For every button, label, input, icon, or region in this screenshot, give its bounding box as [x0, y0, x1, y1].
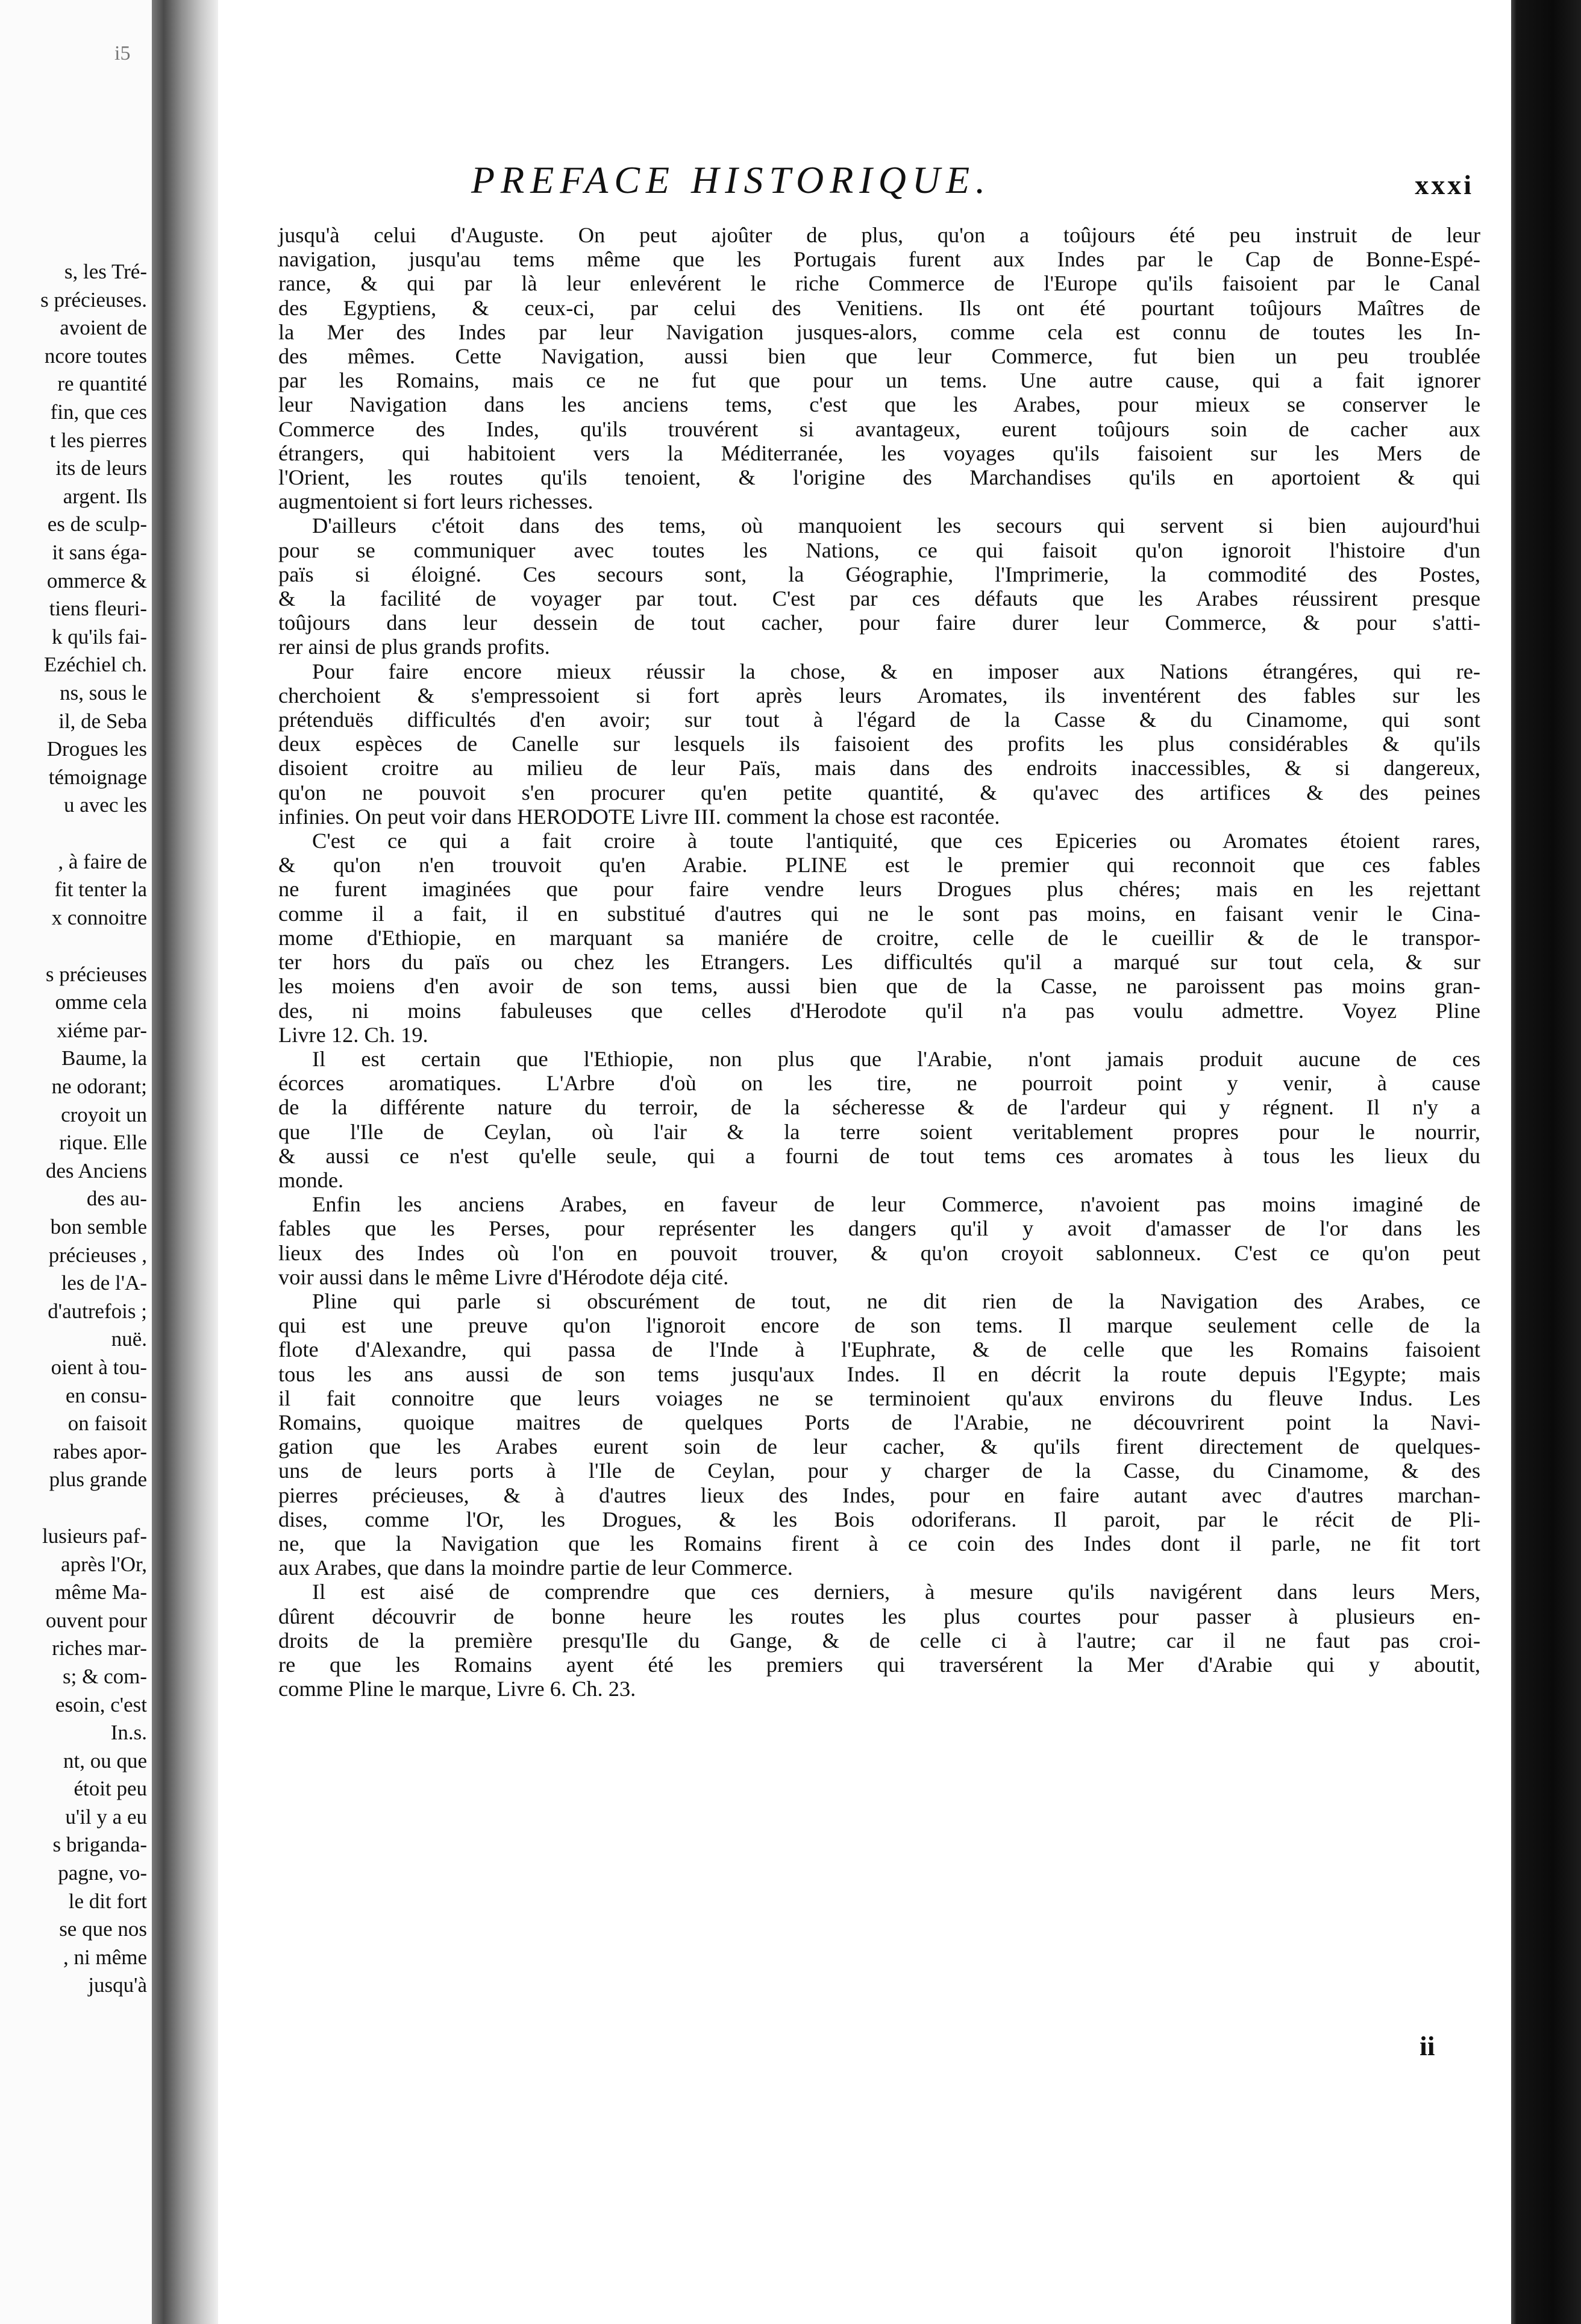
facing-page-line: tiens fleuri- [49, 597, 147, 621]
binding-gutter [152, 0, 218, 2324]
facing-page-line: d'autrefois ; [48, 1299, 147, 1323]
page-number: xxxi [1415, 169, 1474, 200]
text-line: uns de leurs ports à l'Ile de Ceylan, pour y charger de la Casse, du Cinamome, & des [278, 1459, 1480, 1483]
text-line: comme Pline le marque, Livre 6. Ch. 23. [278, 1677, 636, 1701]
text-line: D'ailleurs c'étoit dans des tems, où manquoient les secours qui servent si bien aujourd'hui [312, 513, 1480, 538]
text-line: rance, & qui par là leur enlevérent le riche Commerce de l'Europe qu'ils faisoient par le Canal [278, 271, 1480, 296]
facing-page-line: avoient de [60, 316, 147, 340]
text-line: qui est une preuve qu'on l'ignoroit encore de son tems. Il marque seulement celle de la [278, 1313, 1480, 1338]
facing-page-line: jusqu'à [88, 1973, 147, 1997]
facing-page-line: s briganda- [52, 1833, 147, 1857]
text-line: C'est ce qui a fait croire à toute l'antiquité, que ces Epiceries ou Aromates étoient rares, [312, 829, 1480, 853]
facing-page-line: nt, ou que [63, 1748, 147, 1773]
facing-page-line: plus grande [49, 1468, 147, 1492]
facing-page-line: rique. Elle [59, 1131, 147, 1155]
facing-page-line: précieuses , [48, 1243, 147, 1267]
text-line: augmentoient si fort leurs richesses. [278, 489, 593, 514]
text-line: aux Arabes, que dans la moindre partie de leur Commerce. [278, 1556, 793, 1580]
page-edge-shadow [1511, 0, 1581, 2324]
text-line: mome d'Ethiopie, en marquant sa maniére de croitre, celle de le cueillir & de le transpor- [278, 925, 1480, 950]
text-line: pour se communiquer avec toutes les Nations, ce qui faisoit qu'on ignoroit l'histoire d'un [278, 538, 1480, 562]
text-line: leur Navigation dans les anciens tems, c'est que les Arabes, pour mieux se conserver le [278, 392, 1480, 417]
text-line: ne, que la Navigation que les Romains firent à ce coin des Indes dont il parle, ne fit tort [278, 1531, 1480, 1556]
text-line: des mêmes. Cette Navigation, aussi bien que leur Commerce, fut bien un peu troublée [278, 344, 1480, 369]
facing-page-line: es de sculp- [47, 512, 147, 536]
facing-page-line: fit tenter la [54, 878, 147, 902]
text-line: dises, comme l'Or, les Drogues, & les Bois odoriferans. Il paroit, par le récit de Pli- [278, 1507, 1480, 1531]
text-line: infinies. On peut voir dans HERODOTE Livre III. comment la chose est racontée. [278, 804, 1000, 829]
facing-page-line: se que nos [59, 1917, 147, 1941]
text-line: lieux des Indes où l'on en pouvoit trouver, & qu'on croyoit sablonneux. C'est ce qu'on peut [278, 1240, 1480, 1265]
text-line: la Mer des Indes par leur Navigation jusques-alors, comme cela est connu de toutes les In- [278, 319, 1480, 344]
facing-page-line: croyoit un [61, 1102, 147, 1126]
text-line: Romains, quoique maitres de quelques Ports de l'Arabie, ne découvrirent point la Navi- [278, 1410, 1480, 1434]
facing-page-line: s précieuses. [40, 287, 147, 312]
facing-page-line: le dit fort [68, 1889, 147, 1913]
facing-page-line: , ni même [63, 1945, 147, 1969]
facing-page-line: rabes apor- [53, 1439, 147, 1463]
facing-page-line: Drogues les [46, 737, 147, 761]
text-line: fables que les Perses, pour représenter les dangers qu'il y avoit d'amasser de l'or dans les [278, 1216, 1480, 1241]
facing-page-line: même Ma- [55, 1580, 147, 1604]
text-line: comme il a fait, il en substitué d'autres qui ne le sont pas moins, en faisant venir le Cina- [278, 901, 1480, 926]
facing-page-line: Baume, la [61, 1046, 147, 1070]
text-line: que l'Ile de Ceylan, où l'air & la terre soient veritablement propres pour le nourrir, [278, 1119, 1480, 1144]
facing-page-line [0, 820, 147, 848]
facing-page-line: riches mar- [52, 1636, 147, 1660]
text-line: gation que les Arabes eurent soin de leur cacher, & qu'ils firent directement de quelques- [278, 1434, 1480, 1459]
text-line: & aussi ce n'est qu'elle seule, qui a fourni de tout tems ces aromates à tous les lieux du [278, 1143, 1480, 1168]
facing-page-line: bon semble [50, 1215, 147, 1239]
text-line: jusqu'à celui d'Auguste. On peut ajoûter de plus, qu'on a toûjours été peu instruit de leur [278, 223, 1480, 247]
facing-page-line [0, 932, 147, 961]
facing-page-line: esoin, c'est [55, 1692, 147, 1716]
text-line: ne furent imaginées que pour faire vendre leurs Drogues plus chéres; mais en les rejettant [278, 877, 1480, 902]
text-line: flote d'Alexandre, qui passa de l'Inde à l'Euphrate, & de celle que les Romains faisoient [278, 1337, 1480, 1362]
facing-page-line: s; & com- [63, 1664, 147, 1688]
text-line: les moiens d'en avoir de son tems, aussi bien que de la Casse, ne paroissent pas moins gran- [278, 974, 1480, 999]
text-line: étrangers, qui habitoient vers la Méditerranée, les voyages qu'ils faisoient sur les Mers de [278, 441, 1480, 465]
text-line: Pour faire encore mieux réussir la chose, & en imposer aux Nations étrangéres, qui re- [312, 659, 1480, 683]
facing-page-line: ne odorant; [51, 1075, 147, 1099]
facing-page-line: lusieurs paf- [42, 1524, 147, 1548]
facing-page-line: des au- [86, 1187, 147, 1211]
text-line: il fait connoitre que leurs voiages ne se terminoient qu'aux environs du fleuve Indus. Les [278, 1386, 1480, 1410]
facing-page-line: x connoitre [51, 906, 147, 930]
facing-page-line: étoit peu [74, 1777, 147, 1801]
text-line: Livre 12. Ch. 19. [278, 1022, 428, 1047]
facing-page-line: omme cela [55, 990, 147, 1014]
text-line: cherchoient & s'empressoient si fort après leurs Aromates, ils inventérent des fables sur les [278, 683, 1480, 708]
signature-mark: ii [1420, 2030, 1435, 2061]
body-text [278, 223, 1480, 1701]
text-line: Commerce des Indes, qu'ils trouvérent si avantageux, eurent toûjours soin de cacher aux [278, 416, 1480, 441]
text-line: monde. [278, 1167, 344, 1192]
facing-page-line: après l'Or, [61, 1552, 147, 1576]
page-header [218, 158, 1511, 212]
text-line: Enfin les anciens Arabes, en faveur de leur Commerce, n'avoient pas moins imaginé de [312, 1192, 1480, 1217]
text-line: deux espèces de Canelle sur lesquels ils faisoient des profits les plus considérables & qu'ils [278, 732, 1480, 756]
facing-page-line: s, les Tré- [64, 260, 147, 283]
text-line: Pline qui parle si obscurément de tout, ne dit rien de la Navigation des Arabes, ce [312, 1289, 1480, 1313]
text-line: dûrent découvrir de bonne heure les routes les plus courtes pour passer à plusieurs en- [278, 1604, 1480, 1628]
facing-page-line: pagne, vo- [58, 1861, 147, 1885]
text-line: de la différente nature du terroir, de la sécheresse & de l'ardeur qui y régnent. Il n'y a [278, 1095, 1480, 1120]
facing-page-line: fin, que ces [50, 400, 147, 424]
facing-page-line: on faisoit [67, 1412, 147, 1436]
text-line: voir aussi dans le même Livre d'Hérodote déja cité. [278, 1264, 729, 1289]
text-line: toûjours dans leur dessein de tout cacher, pour faire durer leur Commerce, & pour s'atti- [278, 611, 1480, 635]
text-line: l'Orient, les routes qu'ils tenoient, & l'origine des Marchandises qu'ils en aportoient & qui [278, 465, 1480, 490]
text-line: écorces aromatiques. L'Arbre d'où on les tire, ne pourroit point y venir, à cause [278, 1071, 1480, 1096]
text-line: ter hors du païs ou chez les Etrangers. Les difficultés qu'il a marqué sur tout cela, & sur [278, 950, 1480, 975]
text-line: tous les ans aussi de son tems jusqu'aux Indes. Il en décrit la route depuis l'Egypte; mais [278, 1361, 1480, 1386]
facing-page-line: argent. Ils [63, 484, 147, 508]
facing-page-line: les de l'A- [61, 1271, 147, 1295]
main-page [218, 0, 1511, 2324]
text-line: Il est certain que l'Ethiopie, non plus que l'Arabie, n'ont jamais produit aucune de ces [312, 1046, 1480, 1071]
text-line: qu'on ne pouvoit s'en procurer qu'en petite quantité, & qu'avec des artifices & des peines [278, 780, 1480, 805]
facing-page-line: t les pierres [49, 428, 147, 452]
facing-page-line: ncore toutes [44, 344, 147, 368]
facing-page-line: k qu'ils fai- [52, 624, 147, 649]
text-line: disoient croitre au milieu de leur Païs, mais dans des endroits inaccessibles, & si dangereux, [278, 756, 1480, 780]
facing-page-line: it sans éga- [52, 540, 147, 564]
facing-page-line: il, de Seba [58, 709, 147, 733]
text-line: des Egyptiens, & ceux-ci, par celui des Venitiens. Ils ont été pourtant toûjours Maîtres de [278, 295, 1480, 320]
text-line: droits de la première presqu'Ile du Gange, & de celle ci à l'autre; car il ne faut pas croi- [278, 1628, 1480, 1653]
facing-page-line: xiéme par- [57, 1018, 147, 1042]
facing-page-line: ns, sous le [60, 680, 147, 705]
text-line: païs si éloigné. Ces secours sont, la Géographie, l'Imprimerie, la commodité des Postes, [278, 562, 1480, 586]
running-head: PREFACE HISTORIQUE. [471, 159, 992, 201]
facing-page-line: In.s. [110, 1721, 147, 1745]
text-line: rer ainsi de plus grands profits. [278, 635, 550, 659]
text-line: par les Romains, mais ce ne fut que pour un tems. Une autre cause, qui a fait ignorer [278, 368, 1480, 393]
facing-page-line: its de leurs [55, 456, 147, 480]
text-line: re que les Romains ayent été les premiers qui traversérent la Mer d'Arabie qui y aboutit, [278, 1652, 1480, 1677]
facing-page-fragment [0, 0, 152, 2324]
facing-page-line: Ezéchiel ch. [43, 653, 147, 677]
facing-page-line: u'il y a eu [65, 1804, 147, 1829]
facing-page-line: ommerce & [46, 568, 147, 592]
facing-page-line: nuë. [111, 1327, 147, 1351]
text-line: & qu'on n'en trouvoit qu'en Arabie. PLINE est le premier qui reconnoit que ces fables [278, 853, 1480, 878]
facing-page-line [0, 1494, 147, 1522]
facing-page-folio: i5 [114, 42, 131, 64]
facing-page-line: des Anciens [45, 1158, 147, 1182]
text-line: Il est aisé de comprendre que ces derniers, à mesure qu'ils navigérent dans leurs Mers, [312, 1580, 1480, 1604]
text-line: des, ni moins fabuleuses que celles d'Herodote qu'il n'a pas voulu admettre. Voyez Pline [278, 998, 1480, 1023]
text-line: navigation, jusqu'au tems même que les Portugais furent aux Indes par le Cap de Bonne-Espé- [278, 247, 1480, 272]
text-line: prétenduës difficultés d'en avoir; sur tout à l'égard de la Casse & du Cinamome, qui sont [278, 708, 1480, 732]
facing-page-line: témoignage [48, 765, 147, 789]
facing-page-text [0, 258, 147, 2000]
facing-page-line: s précieuses [45, 962, 147, 986]
text-line: & la facilité de voyager par tout. C'est par ces défauts que les Arabes réussirent presque [278, 586, 1480, 611]
text-line: pierres précieuses, & à d'autres lieux des Indes, pour en faire autant avec d'autres marchan- [278, 1483, 1480, 1507]
facing-page-line: re quantité [57, 372, 147, 396]
facing-page-line: en consu- [65, 1383, 147, 1407]
facing-page-line: oient à tou- [51, 1355, 147, 1379]
facing-page-line: , à faire de [58, 849, 147, 873]
facing-page-line: ouvent pour [45, 1608, 147, 1632]
facing-page-line: u avec les [64, 793, 147, 817]
